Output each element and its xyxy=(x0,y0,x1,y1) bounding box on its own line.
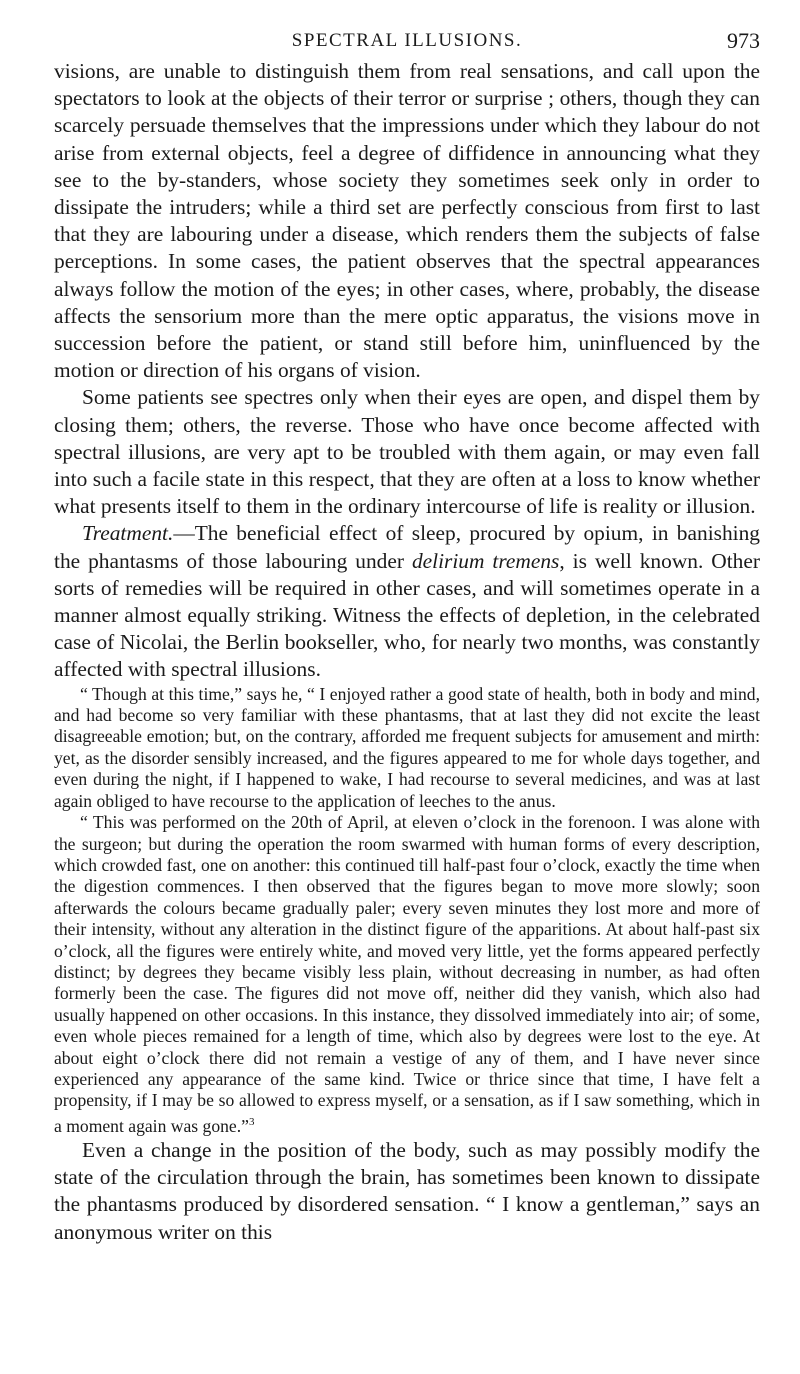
paragraph-spectres: Some patients see spectres only when their eyes are open, and dispel them by closing them; others, the reverse. Those who have once become affected with spectral illusions, are very apt to be troubled with them again, or may even fall into such a facile state in this respect, that they are often at a loss to know whether what presents itself to them in the ordinary intercourse of life is reality or illusion. xyxy=(54,385,760,519)
treatment-term: delirium tremens xyxy=(411,548,560,573)
paragraph-position: Even a change in the position of the body, such as may possibly modify the state of the circulation through the brain, has sometimes been known to dissipate the phantasms produced by disordered sensation. “ I know a gentleman,” says an anonymous writer on this xyxy=(54,1138,760,1244)
main-text xyxy=(54,58,760,684)
page-header xyxy=(54,18,760,58)
quote-paragraph-2-text: “ This was performed on the 20th of April, at eleven o’clock in the forenoon. I was alone with the surgeon; but during the operation the room swarmed with human forms of every description, which crowded fast, one on another: this continued till half-past four o’clock, exactly the time when the digestion commences. I then observed that the figures began to move more slowly; soon afterwards the colours became gradually paler; every seven minutes they lost more and more of their intensity, without any alteration in the distinct figure of the apparitions. At about half-past six o’clock, all the figures were entirely white, and moved very little, yet the forms appeared perfectly distinct; by degrees they became visibly less plain, without decreasing in number, as had often formerly been the case. The figures did not move off, neither did they vanish, which also had usually happened on other occasions. In this instance, they dissolved immediately into air; of some, even whole pieces remained for a length of time, which also by degrees were lost to the eye. At about eight o’clock there did not remain a vestige of any of them, and I have never since experienced any appearance of the same kind. Twice or thrice since that time, I have felt a propensity, if I may be so allowed to express myself, or a sensation, as if I saw something, which in a moment again was gone.” xyxy=(54,812,760,1136)
nicolai-quote xyxy=(54,684,760,1137)
closing-text xyxy=(54,1137,760,1246)
quote-paragraph-1: “ Though at this time,” says he, “ I enjoyed rather a good state of health, both in body and mind, and had become so very familiar with these phantasms, that at last they did not excite the least disagreeable emotion; but, on the contrary, afforded me frequent subjects for amusement and mirth: yet, as the disorder sensibly increased, and the figures appeared to me for whole days together, and even during the night, if I happened to wake, I had recourse to several medicines, and was at last again obliged to have recourse to the application of leeches to the anus. xyxy=(54,683,760,811)
treatment-text-a: —The beneficial effect of sleep, procured by opium, in banishing the phantasms of those labouring under xyxy=(54,521,760,573)
quote-paragraph-2 xyxy=(54,812,760,1137)
paragraph-treatment xyxy=(54,520,760,683)
page-number: 973 xyxy=(727,28,760,53)
treatment-label: Treatment. xyxy=(82,521,174,546)
footnote-marker: 3 xyxy=(248,1115,255,1128)
running-head: SPECTRAL ILLUSIONS. xyxy=(291,30,523,51)
treatment-text-b: , is well known. Other sorts of remedies will be required in other cases, and will sometimes operate in a manner almost equally striking. Witness the effects of depletion, in the celebrated case of Nicolai, the Berlin bookseller, who, for nearly two months, was constantly affected with spectral illusions. xyxy=(54,548,760,682)
paragraph-continued: visions, are unable to distinguish them from real sensations, and call upon the spectators to look at the objects of their terror or surprise ; others, though they can scarcely persuade themselves that the impressions under which they labour do not arise from external objects, feel a degree of diffidence in announcing what they see to the by-standers, whose society they sometimes seek only in order to dissipate the intruders; while a third set are perfectly conscious from first to last that they are labouring under a disease, which renders them the subjects of false perceptions. In some cases, the patient observes that the spectral appearances always follow the motion of the eyes; in other cases, where, probably, the disease affects the sensorium more than the mere optic apparatus, the visions move in succession before the patient, or stand still before him, uninfluenced by the motion or direction of his organs of vision. xyxy=(54,59,760,383)
